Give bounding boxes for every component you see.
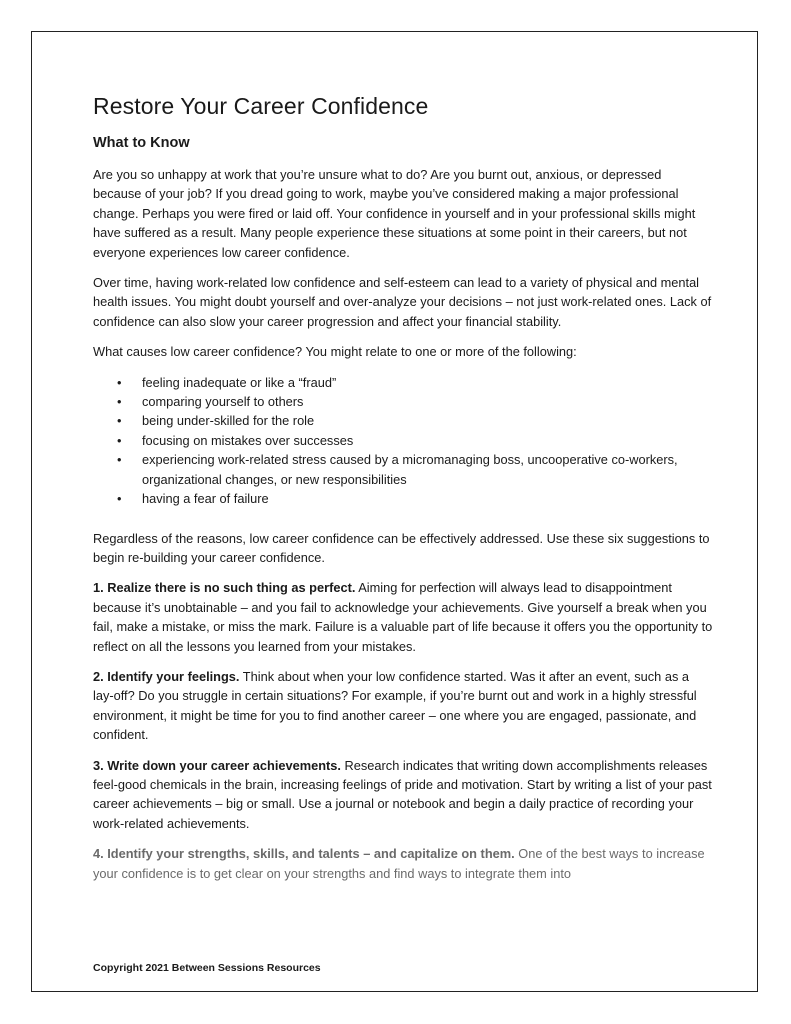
list-item bbox=[117, 450, 713, 489]
suggestion-3-body: Research indicates that writing down accomplishments releases feel-good chemicals in the brain, increasing feelings of pride and motivation. Start by writing a list of your past career achievements – big or small. Use a journal or notebook and begin a daily practice of recording your work-related achievements. bbox=[93, 757, 712, 831]
bullet-icon: • bbox=[117, 432, 122, 448]
list-item-text: focusing on mistakes over successes bbox=[142, 432, 354, 448]
document-title: Restore Your Career Confidence bbox=[93, 93, 429, 119]
bullet-icon: • bbox=[117, 452, 122, 468]
suggestion-1-body: Aiming for perfection will always lead to disappointment because it’s unobtainable – and you fail to acknowledge your achievements. Give yourself a break when you fail, make a mistake, or miss the mark. Failure is a valuable part of life because it offers you the opportunity to reflect on all the lessons you learned from your mistakes. bbox=[93, 580, 713, 654]
list-item bbox=[117, 411, 713, 430]
list-item bbox=[117, 373, 713, 392]
list-item-text: being under-skilled for the role bbox=[142, 413, 315, 429]
suggestion-4 bbox=[93, 844, 713, 883]
list-item bbox=[117, 392, 713, 411]
causes-list bbox=[93, 373, 713, 509]
suggestion-2-heading: 2. Identify your feelings. bbox=[93, 668, 240, 684]
list-item-text: experiencing work-related stress caused by a micromanaging boss, uncooperative co-workers, organizational changes, or new responsibilities bbox=[142, 452, 678, 487]
list-item bbox=[117, 431, 713, 450]
intro-paragraph-2: Over time, having work-related low confidence and self-esteem can lead to a variety of physical and mental health issues. You might doubt yourself and over-analyze your decisions – not just work-related ones. Lack of confidence can also slow your career progression and affect your financial stability. bbox=[93, 275, 712, 329]
section-heading: What to Know bbox=[93, 135, 190, 151]
list-item-text: feeling inadequate or like a “fraud” bbox=[142, 374, 337, 390]
bullet-icon: • bbox=[117, 491, 122, 507]
bullet-icon: • bbox=[117, 394, 122, 410]
suggestion-4-body: One of the best ways to increase your confidence is to get clear on your strengths and find ways to integrate them into bbox=[93, 846, 705, 881]
suggestion-2-body: Think about when your low confidence started. Was it after an event, such as a lay-off? Do you struggle in certain situations? For example, if you’re burnt out and work in a highly stressful environment, it might be time for you to find another career – one where you are engaged, passionate, and confident. bbox=[93, 668, 697, 743]
suggestion-1-heading: 1. Realize there is no such thing as perfect. bbox=[93, 580, 356, 596]
intro-paragraph-3: What causes low career confidence? You might relate to one or more of the following: bbox=[93, 344, 577, 360]
bullet-icon: • bbox=[117, 374, 122, 390]
suggestion-3 bbox=[93, 756, 713, 834]
copyright-footer: Copyright 2021 Between Sessions Resources bbox=[93, 962, 321, 974]
suggestion-3-heading: 3. Write down your career achievements. bbox=[93, 757, 341, 773]
suggestion-2 bbox=[93, 667, 713, 745]
document-body bbox=[93, 93, 713, 894]
intro-paragraph-1: Are you so unhappy at work that you’re unsure what to do? Are you burnt out, anxious, or depressed because of your job? If you dread going to work, maybe you’ve considered making a major professional change. Perhaps you were fired or laid off. Your confidence in yourself and in your professional skills might have suffered as a result. Many people experience these situations at some point in their careers, but not everyone experiences low career confidence. bbox=[93, 167, 696, 260]
suggestion-4-heading: 4. Identify your strengths, skills, and talents – and capitalize on them. bbox=[93, 846, 515, 862]
bullet-icon: • bbox=[117, 413, 122, 429]
section-spacer bbox=[93, 521, 713, 529]
suggestion-1 bbox=[93, 578, 713, 656]
transition-paragraph: Regardless of the reasons, low career confidence can be effectively addressed. Use these six suggestions to begin re-building your career confidence. bbox=[93, 530, 710, 565]
list-item bbox=[117, 489, 713, 508]
list-item-text: having a fear of failure bbox=[142, 491, 269, 507]
list-item-text: comparing yourself to others bbox=[142, 394, 304, 410]
